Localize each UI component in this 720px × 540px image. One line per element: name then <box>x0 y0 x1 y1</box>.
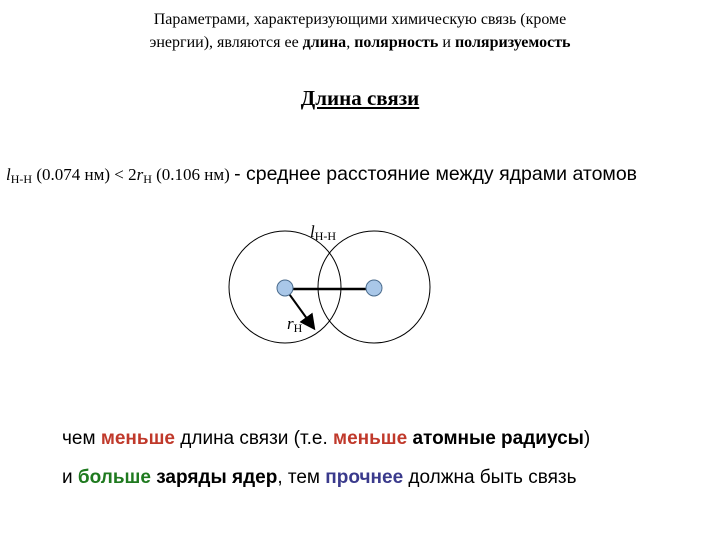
def-r-subscript: H <box>143 172 152 186</box>
line1-part-f: ) <box>583 428 591 449</box>
bond-diagram <box>215 210 445 350</box>
conclusion-line-1 <box>62 428 590 450</box>
def-description <box>234 163 637 185</box>
line2-larger: больше <box>77 467 151 488</box>
diagram-r-subscript: H <box>293 321 303 335</box>
diagram-l-symbol: l <box>310 222 315 241</box>
intro-line-2 <box>0 31 720 54</box>
def-l-symbol: l <box>6 165 11 184</box>
intro-text <box>0 8 720 54</box>
intro-and: и <box>438 34 455 51</box>
diagram-r-symbol: r <box>287 314 294 333</box>
term-polarity: полярность <box>354 34 439 51</box>
line1-part-c: длина связи (т.е. <box>175 428 334 449</box>
intro-line-2-start: энергии), являются ее <box>149 34 303 51</box>
line2-nuclear-charges: заряды ядер <box>150 467 278 488</box>
line1-part-a: чем <box>62 428 101 449</box>
section-heading: Длина связи <box>300 86 420 110</box>
intro-line-1: Параметрами, характеризующими химическую связь (кроме <box>153 11 567 28</box>
nucleus-left <box>277 280 293 296</box>
diagram-r-label <box>287 314 302 336</box>
def-r-symbol: r <box>136 165 144 184</box>
line2-part-a: и <box>62 467 78 488</box>
def-text: среднее расстояние между ядрами атомов <box>245 163 638 185</box>
line1-smaller-2: меньше <box>333 428 408 449</box>
def-l-value: (0.074 нм) < 2 <box>32 165 137 184</box>
line2-part-d: , тем <box>277 467 326 488</box>
diagram-l-label <box>310 222 336 244</box>
term-length: длина <box>302 34 347 51</box>
line2-part-f: должна быть связь <box>403 467 577 488</box>
bond-length-definition <box>6 163 637 187</box>
term-polarizability: поляризуемость <box>454 34 571 51</box>
def-l-subscript: H-H <box>10 172 33 186</box>
diagram-l-subscript: H-H <box>314 229 337 243</box>
line1-smaller-1: меньше <box>100 428 175 449</box>
conclusion-line-2 <box>62 467 577 489</box>
line2-stronger: прочнее <box>325 467 404 488</box>
intro-comma: , <box>346 34 355 51</box>
def-r-value: (0.106 нм) <box>151 165 235 184</box>
def-dash: - <box>234 163 246 185</box>
nucleus-right <box>366 280 382 296</box>
line1-atomic-radii: атомные радиусы <box>407 428 584 449</box>
